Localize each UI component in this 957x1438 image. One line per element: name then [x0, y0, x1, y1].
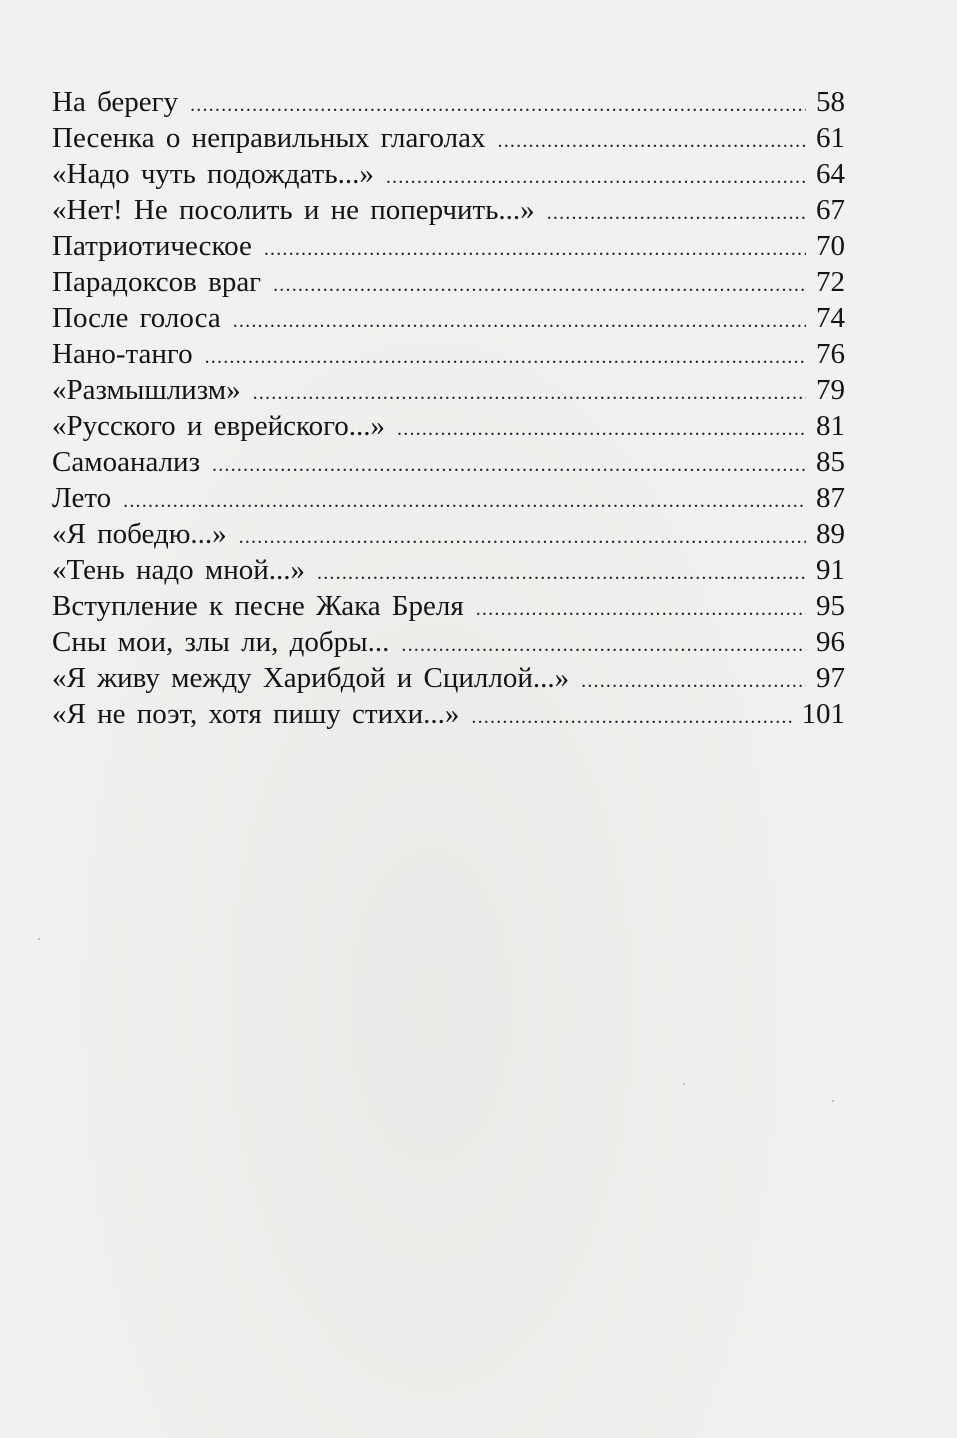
dot-leader: [476, 591, 806, 627]
toc-entry: [52, 336, 845, 372]
toc-entry: [52, 660, 845, 696]
toc-entry-title: «Я живу между Харибдой и Сциллой...»: [52, 662, 570, 694]
dot-leader: [264, 231, 806, 267]
toc-entry-title: Парадоксов враг: [52, 266, 262, 298]
dot-leader: [498, 123, 806, 159]
toc-entry: [52, 372, 845, 408]
dot-leader: [253, 375, 806, 411]
toc-entry-title: «Тень надо мной...»: [52, 554, 306, 586]
toc-entry: [52, 192, 845, 228]
dot-leader: [397, 411, 806, 447]
toc-entry-page: 79: [816, 374, 845, 406]
toc-entry: [52, 480, 845, 516]
toc-entry: [52, 444, 845, 480]
dot-leader: [123, 483, 806, 519]
dot-leader: [581, 663, 806, 699]
dot-leader: [547, 195, 806, 231]
toc-entry-title: Лето: [52, 482, 112, 514]
toc-entry-title: На берегу: [52, 86, 179, 118]
toc-entry: [52, 264, 845, 300]
toc-entry-page: 61: [816, 122, 845, 154]
dot-leader: [401, 627, 806, 663]
dot-leader: [239, 519, 806, 555]
toc-entry-title: Самоанализ: [52, 446, 201, 478]
dot-leader: [471, 699, 791, 735]
toc-entry: [52, 552, 845, 588]
toc-entry-title: Песенка о неправильных глаголах: [52, 122, 486, 154]
toc-entry-page: 64: [816, 158, 845, 190]
table-of-contents: [52, 84, 845, 732]
toc-entry-title: Патриотическое: [52, 230, 252, 262]
toc-entry-page: 95: [816, 590, 845, 622]
toc-entry-page: 97: [816, 662, 845, 694]
toc-entry-page: 101: [801, 698, 845, 730]
toc-entry: [52, 696, 845, 732]
paper-speck: [38, 938, 40, 940]
toc-entry-title: Сны мои, злы ли, добры...: [52, 626, 390, 658]
toc-entry-page: 70: [816, 230, 845, 262]
dot-leader: [317, 555, 806, 591]
toc-entry-title: Нано-танго: [52, 338, 193, 370]
dot-leader: [386, 159, 806, 195]
toc-entry-title: «Я не поэт, хотя пишу стихи...»: [52, 698, 460, 730]
toc-entry: [52, 516, 845, 552]
dot-leader: [212, 447, 806, 483]
toc-entry-page: 87: [816, 482, 845, 514]
toc-entry-page: 89: [816, 518, 845, 550]
toc-entry: [52, 588, 845, 624]
toc-entry-title: «Русского и еврейского...»: [52, 410, 386, 442]
toc-entry-title: «Надо чуть подождать...»: [52, 158, 374, 190]
toc-entry: [52, 120, 845, 156]
paper-speck: [683, 1083, 685, 1085]
toc-entry-title: Вступление к песне Жака Бреля: [52, 590, 464, 622]
toc-entry: [52, 300, 845, 336]
toc-entry: [52, 228, 845, 264]
toc-entry-title: «Размышлизм»: [52, 374, 241, 406]
toc-entry-title: После голоса: [52, 302, 221, 334]
dot-leader: [190, 87, 806, 123]
dot-leader: [233, 303, 806, 339]
toc-entry: [52, 156, 845, 192]
toc-entry-page: 58: [816, 86, 845, 118]
toc-entry-page: 76: [816, 338, 845, 370]
toc-entry: [52, 408, 845, 444]
toc-entry-page: 91: [816, 554, 845, 586]
toc-entry-title: «Я победю...»: [52, 518, 227, 550]
dot-leader: [273, 267, 806, 303]
toc-entry: [52, 624, 845, 660]
dot-leader: [205, 339, 806, 375]
toc-entry: [52, 84, 845, 120]
paper-speck: [832, 1100, 834, 1102]
toc-entry-page: 74: [816, 302, 845, 334]
toc-entry-page: 96: [816, 626, 845, 658]
toc-entry-page: 85: [816, 446, 845, 478]
toc-entry-title: «Нет! Не посолить и не поперчить...»: [52, 194, 535, 226]
toc-entry-page: 81: [816, 410, 845, 442]
toc-entry-page: 67: [816, 194, 845, 226]
toc-entry-page: 72: [816, 266, 845, 298]
